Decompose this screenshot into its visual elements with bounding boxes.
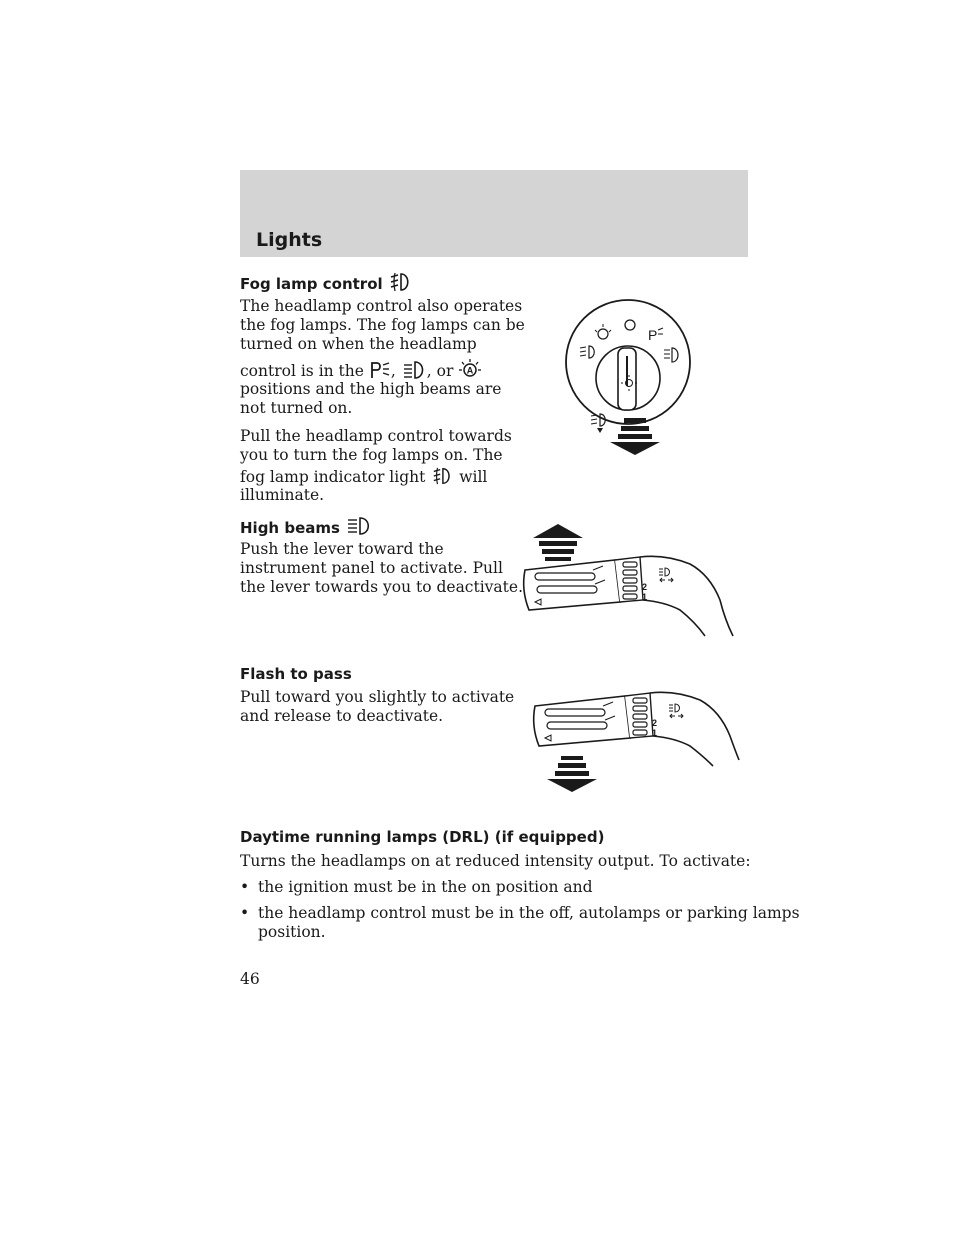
- autolamps-icon: [458, 358, 482, 380]
- off-position-icon: [625, 320, 635, 330]
- flash-line1: Pull toward you slightly to activate: [240, 688, 515, 706]
- fog-para1-line4-start: control is in the: [240, 362, 364, 380]
- flash-line2: and release to deactivate.: [240, 707, 444, 725]
- section-title: Lights: [256, 229, 323, 251]
- park-lamp-rays-icon: [658, 328, 663, 334]
- lever-grip: [534, 696, 630, 746]
- fog-para1-line6: not turned on.: [240, 399, 353, 417]
- wiper-ring: [625, 693, 653, 738]
- pull-arrow-icon: [547, 756, 597, 792]
- lever-high-beam-icon: [669, 704, 683, 718]
- fog-para1-line4: [240, 358, 482, 381]
- section-header-band: [240, 170, 748, 257]
- fog-left-icon: [580, 346, 594, 358]
- fog-indicator-icon: [430, 466, 454, 486]
- speed-label-2: 2: [652, 718, 658, 728]
- bullet-dot: •: [240, 904, 250, 922]
- lever-grip: [524, 560, 620, 610]
- parking-lamps-icon: [369, 360, 391, 380]
- drl-bullet2-line1: the headlamp control must be in the off, autolamps or parking lamps: [258, 904, 800, 922]
- fog-para1-line2: the fog lamps. The fog lamps can be: [240, 316, 525, 334]
- wiper-ring: [615, 557, 643, 602]
- flash-to-pass-heading: Flash to pass: [240, 665, 352, 683]
- high-beams-line1: Push the lever toward the: [240, 540, 444, 558]
- page-number: 46: [240, 970, 260, 988]
- fog-para1-line1: The headlamp control also operates: [240, 297, 523, 315]
- fog-para1-line5: positions and the high beams are: [240, 380, 502, 398]
- fog-para2-line3-start: fog lamp indicator light: [240, 468, 426, 486]
- drl-bullet1: the ignition must be in the on position and: [258, 878, 593, 896]
- drl-bullet2-line2: position.: [258, 923, 326, 941]
- fog-para1-or: , or: [426, 362, 454, 380]
- headlamp-control-figure: [560, 290, 695, 460]
- speed-label-1: 1: [652, 728, 658, 738]
- fog-para2-line3-end: will: [459, 468, 488, 486]
- lever-push-figure: [515, 520, 740, 645]
- lever-pull-figure: [525, 690, 745, 795]
- park-position-label: P: [648, 327, 658, 343]
- fog-lamp-heading: [240, 271, 412, 294]
- speed-label-2: 2: [642, 582, 648, 592]
- lever-high-beam-icon: [659, 568, 673, 582]
- lever-stalk-bottom: [653, 736, 713, 766]
- lever-stalk-bottom: [643, 600, 705, 636]
- auto-letter: A: [467, 365, 474, 376]
- fog-lamp-heading-text: Fog lamp control: [240, 275, 383, 293]
- fog-para2-line4: illuminate.: [240, 486, 325, 504]
- drl-heading: Daytime running lamps (DRL) (if equipped): [240, 828, 605, 846]
- fog-para2-line2: you to turn the fog lamps on. The: [240, 446, 503, 464]
- fog-para2-line1: Pull the headlamp control towards: [240, 427, 512, 445]
- speed-label-1: 1: [642, 592, 648, 602]
- fog-para1-comma: ,: [390, 362, 396, 380]
- bullet-dot: •: [240, 878, 250, 896]
- fog-para1-line3: turned on when the headlamp: [240, 335, 477, 353]
- drl-intro: Turns the headlamps on at reduced intensity output. To activate:: [240, 852, 751, 870]
- headlamp-position-icon: [664, 348, 678, 362]
- auto-position-icon: [595, 324, 611, 339]
- headlamps-icon: [401, 360, 427, 380]
- high-beams-heading: [240, 515, 373, 538]
- push-arrow-icon: [533, 524, 583, 561]
- lever-stalk-top: [640, 556, 733, 636]
- high-beams-line3: the lever towards you to deactivate.: [240, 578, 524, 596]
- fog-lamp-icon: [388, 271, 412, 293]
- high-beam-icon: [345, 515, 373, 537]
- fog-para2-line3: [240, 466, 487, 487]
- high-beams-line2: instrument panel to activate. Pull: [240, 559, 503, 577]
- high-beams-heading-text: High beams: [240, 519, 340, 537]
